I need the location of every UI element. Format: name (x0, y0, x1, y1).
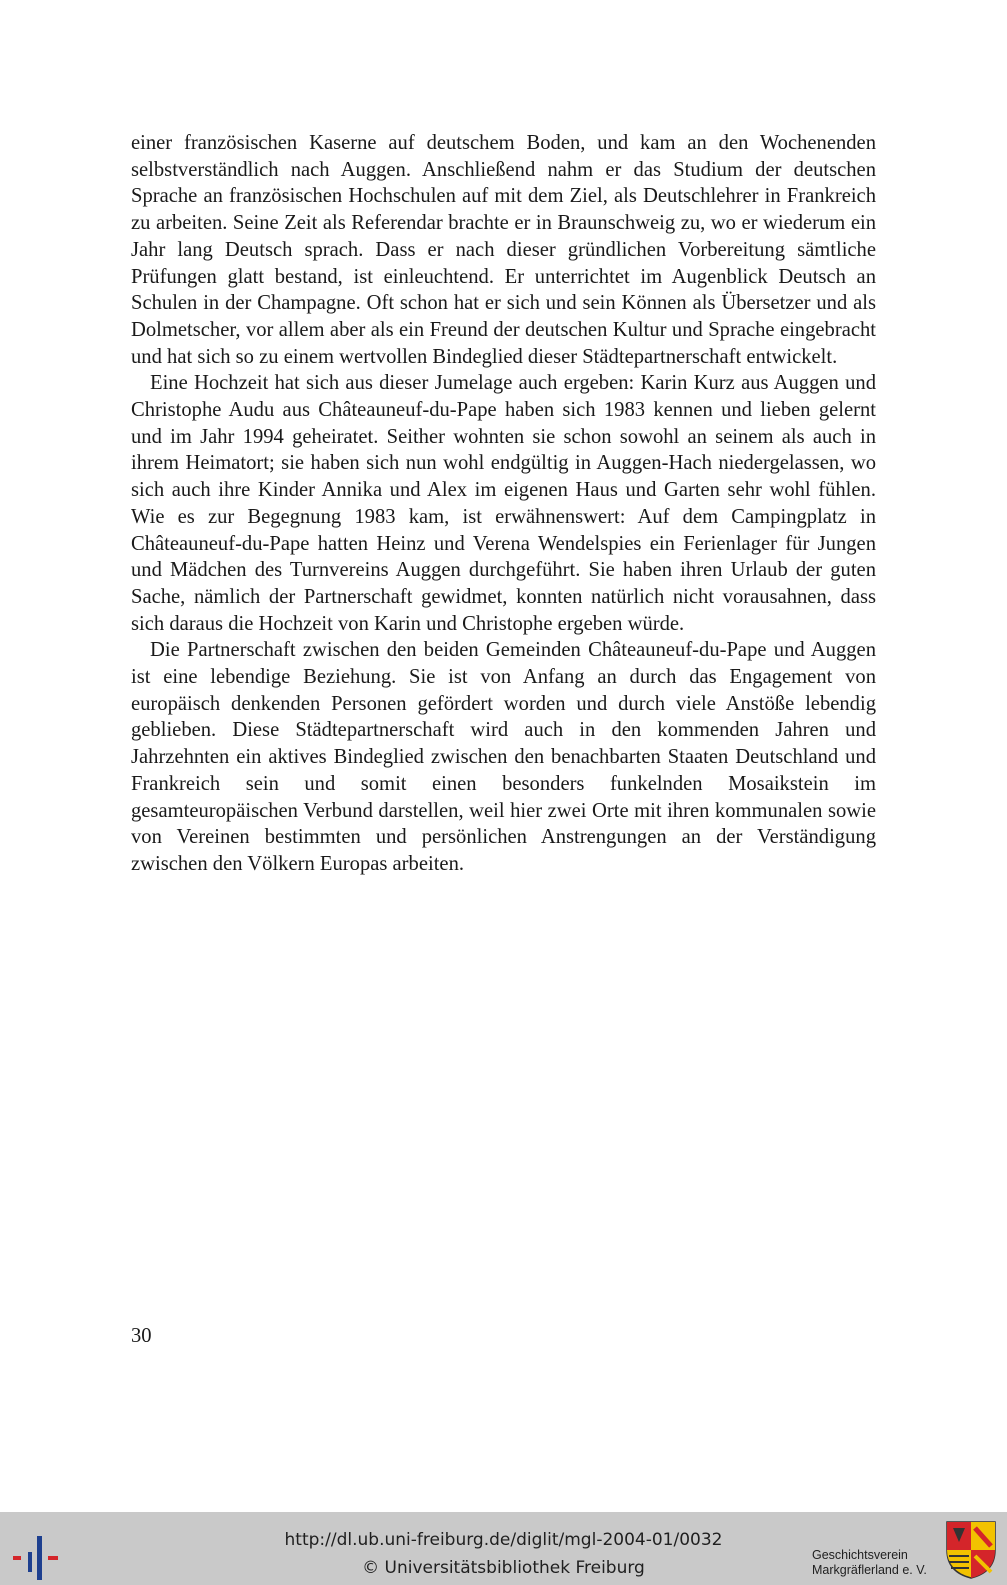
society-name-line2: Markgräflerland e. V. (812, 1563, 927, 1577)
paragraph: Eine Hochzeit hat sich aus dieser Jumelage auch ergeben: Karin Kurz aus Auggen und Christophe Audu aus Châteauneuf-du-Pape haben sich 1983 kennen und lieben gelernt und im Jahr 1994 geheiratet. Seither wohnten sie schon sowohl an seinem als auch in ihrem Heimatort; sie haben sich nun wohl endgültig in Auggen-Hach niedergelassen, wo sich auch ihre Kinder Annika und Alex im eigenen Haus und Garten sehr wohl fühlen. Wie es zur Begegnung 1983 kam, ist erwähnenswert: Auf dem Campingplatz in Châteauneuf-du-Pape hatten Heinz und Verena Wendelspies ein Ferienlager für Jungen und Mädchen des Turnvereins Auggen durchgeführt. Sie haben ihren Urlaub der guten Sache, nämlich der Partnerschaft gewidmet, konnten natürlich nicht vorausahnen, dass sich daraus die Hochzeit von Karin und Christophe ergeben würde. (131, 372, 876, 635)
copyright-text: © Universitätsbibliothek Freiburg (362, 1558, 645, 1578)
coat-of-arms-icon (945, 1520, 997, 1580)
footer-bar (0, 1512, 1007, 1585)
document-url-link[interactable]: http://dl.ub.uni-freiburg.de/diglit/mgl-2004-01/0032 (284, 1530, 723, 1550)
page-number: 30 (131, 1325, 152, 1347)
paragraph: einer französischen Kaserne auf deutschem Boden, und kam an den Wochenenden selbstverständlich nach Auggen. Anschließend nahm er das Studium der deutschen Sprache an französischen Hochschulen auf mit dem Ziel, als Deutschlehrer in Frankreich zu arbeiten. Seine Zeit als Referendar brachte er in Braunschweig zu, wo er wiederum ein Jahr lang Deutsch sprach. Dass er nach dieser gründlichen Vorbereitung sämtliche Prüfungen glatt bestand, ist einleuchtend. Er unterrichtet im Augenblick Deutsch an Schulen in der Champagne. Oft schon hat er sich und sein Können als Übersetzer und als Dolmetscher, vor allem aber als ein Freund der deutschen Kultur und Sprache eingebracht und hat sich so zu einem wertvollen Bindeglied dieser Städtepartnerschaft entwickelt. (131, 132, 876, 368)
paragraph: Die Partnerschaft zwischen den beiden Gemeinden Châteauneuf-du-Pape und Auggen ist eine lebendige Beziehung. Sie ist von Anfang an durch das Engagement von europäisch denkenden Personen gefördert worden und durch viele Anstöße lebendig geblieben. Diese Städtepartnerschaft wird auch in den kommenden Jahren und Jahrzehnten ein aktives Bindeglied zwischen den benachbarten Staaten Deutschland und Frankreich sein und somit einen besonders funkelnden Mosaikstein im gesamteuropäischen Verbund darstellen, weil hier zwei Orte mit ihren kommunalen sowie von Vereinen bestimmten und persönlichen Anstrengungen an der Verständigung zwischen den Völkern Europas arbeiten. (131, 639, 876, 875)
society-name-line1: Geschichtsverein (812, 1548, 908, 1562)
society-name (812, 1548, 927, 1578)
document-body (131, 130, 876, 878)
